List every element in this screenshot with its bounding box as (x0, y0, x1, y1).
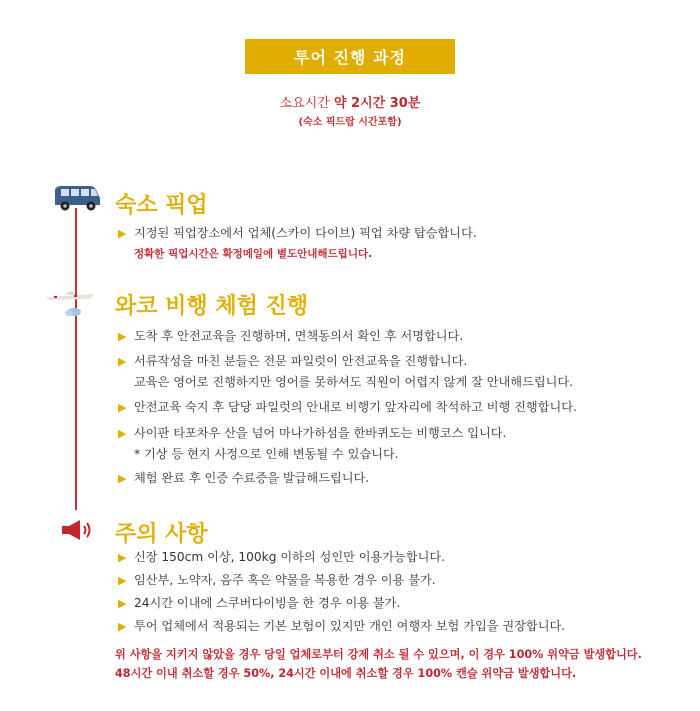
list-item: ▶ 체험 완료 후 인증 수료증을 발급해드립니다. (118, 471, 370, 485)
bullet-arrow-icon: ▶ (118, 330, 127, 343)
bullet-arrow-icon: ▶ (118, 551, 127, 564)
timeline-line (75, 208, 77, 510)
bullet-arrow-icon: ▶ (118, 355, 127, 368)
list-item: ▶ 서류작성을 마친 분들은 전문 파일럿이 안전교육을 진행합니다. (118, 354, 468, 368)
list-item: ▶ 투어 업체에서 적용되는 기본 보험이 있지만 개인 여행자 보험 가입을 권장합니다. (118, 619, 566, 633)
list-item-continued: 교육은 영어로 진행하지만 영어를 못하셔도 직원이 어렵지 않게 잘 안내해드립니다. (134, 375, 574, 389)
list-item: ▶ 지정된 픽업장소에서 업체(스카이 다이브) 픽업 차량 탑승합니다. (118, 226, 477, 240)
bullet-arrow-icon: ▶ (118, 401, 127, 414)
section-title-pickup: 숙소 픽업 (115, 193, 208, 218)
bullet-arrow-icon: ▶ (118, 597, 127, 610)
megaphone-icon (60, 518, 94, 542)
warning-text: 위 사항을 지키지 않았을 경우 당일 업체로부터 강제 취소 될 수 있으며, 이 경우 100% 위약금 발생합니다. (115, 648, 642, 661)
bullet-arrow-icon: ▶ (118, 472, 127, 485)
warning-text: 48시간 이내 취소할 경우 50%, 24시간 이내에 취소할 경우 100% 캔슬 위약금 발생합니다. (115, 667, 577, 680)
list-item-continued: * 기상 등 현지 사정으로 인해 변동될 수 있습니다. (134, 447, 399, 461)
list-item: ▶ 임산부, 노약자, 음주 혹은 약물을 복용한 경우 이용 불가. (118, 573, 436, 587)
airplane-icon (44, 290, 98, 318)
duration-prefix: 소요시간 (279, 96, 334, 111)
bullet-arrow-icon: ▶ (118, 574, 127, 587)
pickup-note: 정확한 픽업시간은 확정메일에 별도안내해드립니다. (134, 248, 373, 260)
list-item: ▶ 신장 150cm 이상, 100kg 이하의 성인만 이용가능합니다. (118, 550, 446, 564)
bullet-arrow-icon: ▶ (118, 427, 127, 440)
section-title-caution: 주의 사항 (115, 522, 208, 547)
list-item: ▶ 사이판 타포차우 산을 넘어 마나가하섬을 한바퀴도는 비행코스 입니다. (118, 426, 507, 440)
section-title-flight: 와코 비행 체험 진행 (115, 294, 308, 319)
van-icon (52, 184, 102, 212)
page-title: 투어 진행 과정 (245, 39, 455, 74)
bullet-arrow-icon: ▶ (118, 227, 127, 240)
duration-text (0, 92, 700, 111)
list-item: ▶ 안전교육 숙지 후 담당 파일럿의 안내로 비행기 앞자리에 착석하고 비행 진행합니다. (118, 400, 577, 414)
list-item: ▶ 24시간 이내에 스쿠버다이빙을 한 경우 이용 불가. (118, 596, 401, 610)
list-item: ▶ 도착 후 안전교육을 진행하며, 면책동의서 확인 후 서명합니다. (118, 329, 464, 343)
duration-value: 약 2시간 30분 (333, 96, 421, 111)
bullet-arrow-icon: ▶ (118, 620, 127, 633)
duration-note: (숙소 픽드랍 시간포함) (298, 117, 402, 128)
